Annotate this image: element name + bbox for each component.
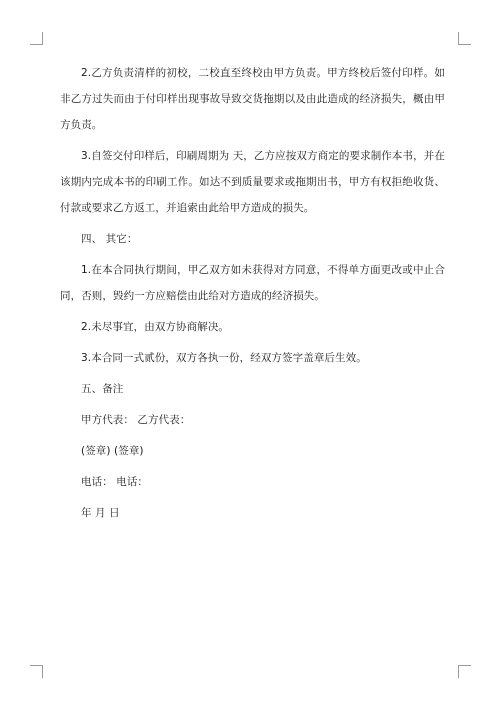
crop-mark-bottom-left xyxy=(30,665,43,678)
clause-copies: 3.本合同一式贰份，双方各执一份，经双方签字盖章后生效。 xyxy=(81,352,367,364)
signature-representatives: 甲方代表： 乙方代表： xyxy=(81,414,191,426)
clause-breach: 1.在本合同执行期间，甲乙双方如未获得对方同意，不得单方面更改或中止合同，否则，毁约一方应赔偿由此给对方造成的经济损失。 xyxy=(60,264,445,302)
signature-seals: (签章) (签章) xyxy=(81,445,144,457)
paragraph-printing-period: 3.自签交付印样后，印刷周期为 天，乙方应按双方商定的要求制作本书，并在该期内完成本书的印刷工作。如达不到质量要求或拖期出书，甲方有权拒绝收货、付款或要求乙方返工，并追索由此给甲方造成的损失。 xyxy=(60,150,445,214)
section-heading-remarks: 五、备注 xyxy=(81,383,124,395)
paragraph-proofreading: 2.乙方负责清样的初校，二校直至终校由甲方负责。甲方终校后签付印样。如非乙方过失而由于付印样出现事故导致交货拖期以及由此造成的经济损失，概由甲方负责。 xyxy=(60,67,445,131)
signature-date: 年 月 日 xyxy=(81,507,120,519)
document-body xyxy=(60,60,445,531)
crop-mark-bottom-right xyxy=(458,665,471,678)
clause-unresolved-matters: 2.未尽事宜，由双方协商解决。 xyxy=(81,321,230,333)
crop-mark-top-right xyxy=(458,32,471,45)
signature-phones: 电话： 电话： xyxy=(81,476,149,488)
section-heading-other: 四、 其它： xyxy=(81,233,138,245)
crop-mark-top-left xyxy=(30,32,43,45)
